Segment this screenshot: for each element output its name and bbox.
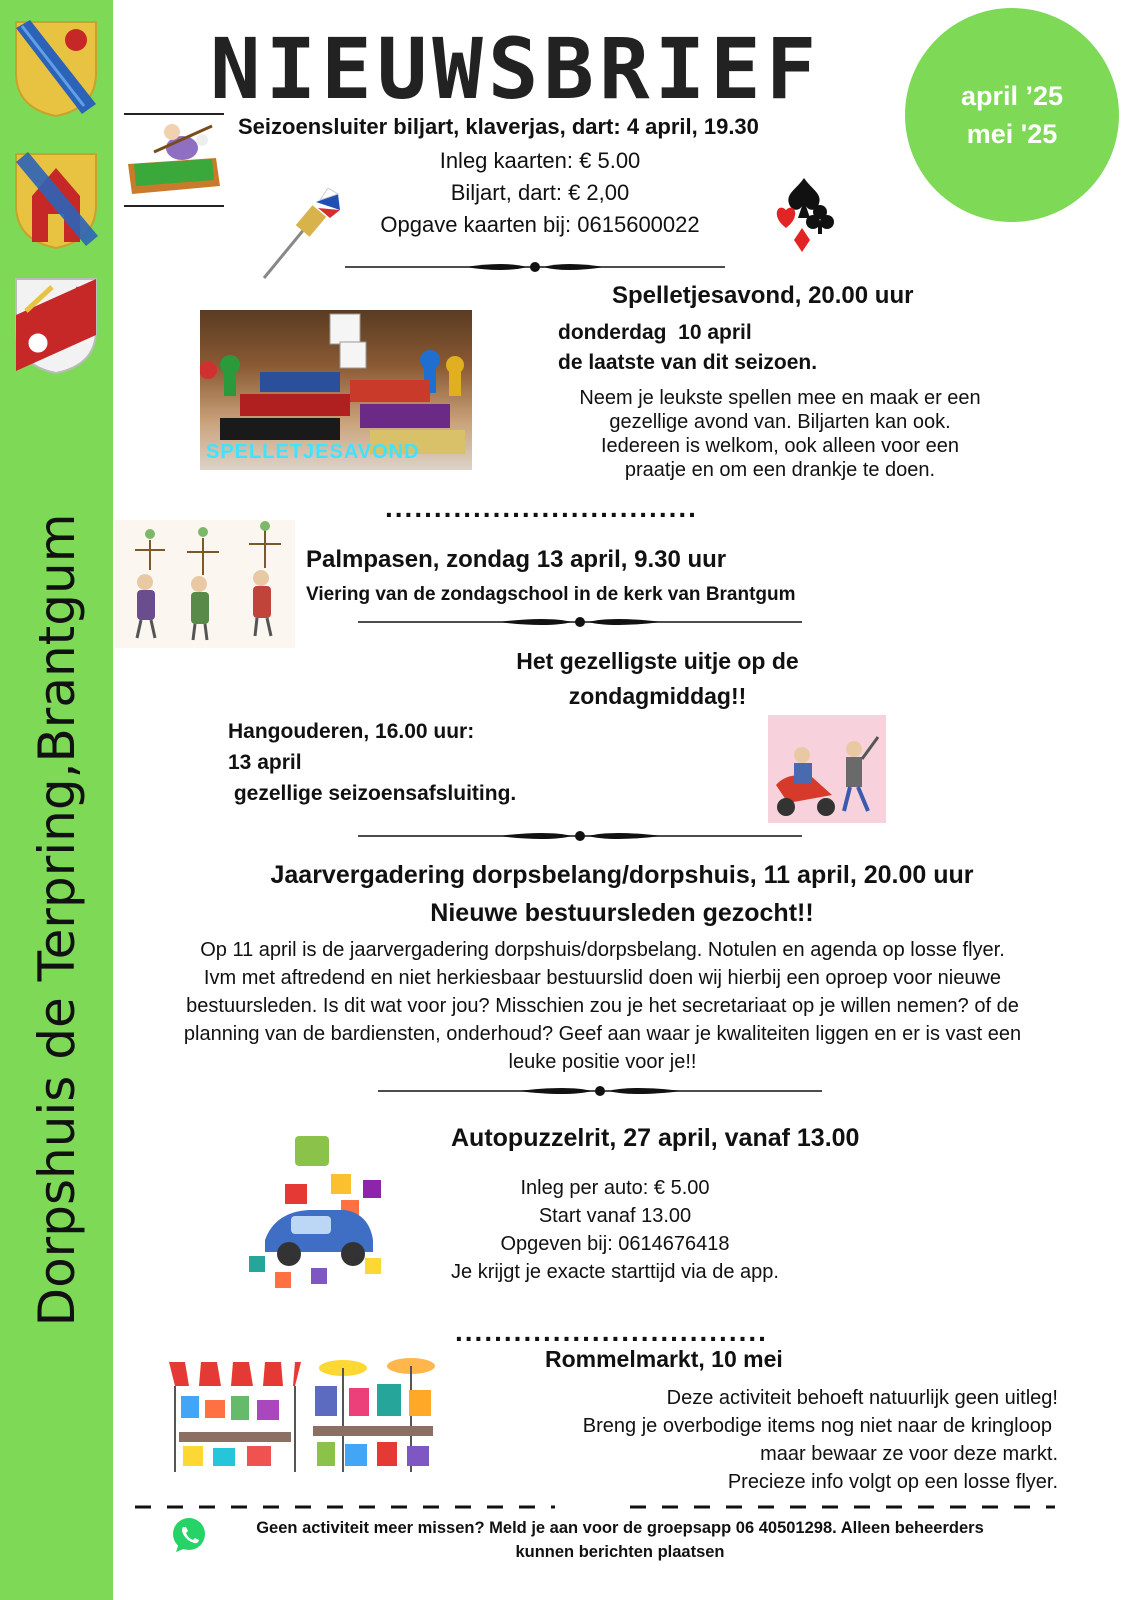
event1-heading: Seizoensluiter biljart, klaverjas, dart: 4 april, 19.30: [238, 114, 759, 139]
ornament-divider: [358, 613, 802, 631]
event5-heading-1: Jaarvergadering dorpsbelang/dorpshuis, 11 april, 20.00 uur: [270, 861, 974, 889]
badge-line-1: april ’25: [960, 81, 1064, 111]
ornament-divider: [358, 827, 802, 845]
event5-heading-2: Nieuwe bestuursleden gezocht!!: [430, 899, 814, 927]
event1-details: [320, 145, 760, 241]
scooter-cartoon: [768, 715, 886, 823]
footer-line-2: kunnen berichten plaatsen: [515, 1543, 725, 1561]
whatsapp-icon: [170, 1516, 208, 1554]
event6-line-3: Opgeven bij: 0614676418: [500, 1233, 730, 1255]
event3-subheading: Viering van de zondagschool in de kerk van Brantgum: [306, 584, 796, 605]
event2-sub-2: de laatste van dit seizoen.: [558, 351, 818, 374]
event4-details: [228, 716, 516, 809]
event5-p-3: bestuursleden. Is dit wat voor jou? Misschien zou je het secretariaat op je willen nemen? of de: [186, 995, 1019, 1017]
event2-p-3: Iedereen is welkom, ook alleen voor een: [601, 435, 959, 457]
event1-line-3: Opgave kaarten bij: 0615600022: [380, 212, 700, 237]
ornament-divider: [378, 1082, 822, 1100]
ornament-divider: [345, 258, 725, 276]
event6-line-4: Je krijgt je exacte starttijd via de app.: [451, 1261, 779, 1283]
dashed-divider: [135, 1500, 1055, 1514]
billiard-cartoon: [124, 112, 224, 208]
event5-p-2: Ivm met aftredend en niet herkiesbaar bestuurslid doen wij hierbij een oproep voor nieuwe: [203, 967, 1002, 989]
footer-notice: [215, 1516, 1025, 1564]
event6-line-1: Inleg per auto: € 5.00: [520, 1177, 710, 1199]
event4-heading-1: Het gezelligste uitje op de: [516, 648, 799, 674]
coat-of-arms-shield-3: [12, 275, 100, 375]
puzzle-car-illustration: [245, 1128, 390, 1293]
event5-heading: [113, 856, 1131, 932]
event5-p-1: Op 11 april is de jaarvergadering dorpshuis/dorpsbelang. Notulen en agenda op losse flyer.: [200, 939, 1005, 961]
dotted-divider: ................................: [455, 1316, 768, 1347]
event5-p-4: planning van de bardiensten, onderhoud? Geef aan waar je kwaliteiten liggen en er is vast een: [183, 1023, 1022, 1045]
dotted-divider: ................................: [385, 492, 698, 523]
board-games-photo: [200, 310, 472, 470]
coat-of-arms-shield-1: [12, 18, 100, 118]
games-image-caption: SPELLETJESAVOND: [206, 441, 420, 463]
market-stalls-illustration: [165, 1356, 440, 1484]
event7-line-2: Breng je overbodige items nog niet naar de kringloop: [582, 1415, 1052, 1437]
event1-line-1: Inleg kaarten: € 5.00: [439, 148, 641, 173]
event5-description: [140, 936, 1065, 1076]
event6-line-2: Start vanaf 13.00: [538, 1205, 692, 1227]
badge-line-2: mei '25: [966, 119, 1058, 149]
card-suits-icon: [772, 176, 838, 256]
event2-p-2: gezellige avond van. Biljarten kan ook.: [609, 411, 951, 433]
event7-heading: Rommelmarkt, 10 mei: [545, 1346, 783, 1372]
event2-subheading: [558, 318, 817, 378]
event7-line-1: Deze activiteit behoeft natuurlijk geen uitleg!: [666, 1387, 1058, 1409]
event7-line-3: maar bewaar ze voor deze markt.: [760, 1443, 1058, 1465]
newsletter-title: NIEUWSBRIEF: [210, 20, 822, 118]
event1-line-2: Biljart, dart: € 2,00: [450, 180, 630, 205]
event3-heading: Palmpasen, zondag 13 april, 9.30 uur: [306, 546, 727, 573]
event4-heading: [440, 644, 875, 714]
event4-line-3: gezellige seizoensafsluiting.: [228, 782, 517, 805]
dart-icon: [258, 188, 348, 283]
event7-details: [500, 1384, 1058, 1496]
event4-heading-2: zondagmiddag!!: [568, 683, 747, 709]
sidebar-label: Dorpshuis de Terpring,Brantgum: [28, 513, 86, 1327]
event5-p-5: leuke positie voor je!!: [508, 1051, 697, 1073]
event2-description: [545, 386, 1015, 482]
date-badge: [905, 8, 1119, 222]
event2-heading: Spelletjesavond, 20.00 uur: [612, 282, 914, 309]
palm-procession-illustration: [115, 520, 295, 648]
event6-heading: Autopuzzelrit, 27 april, vanaf 13.00: [451, 1124, 860, 1152]
event4-line-1: Hangouderen, 16.00 uur:: [228, 720, 475, 743]
event2-p-1: Neem je leukste spellen mee en maak er een: [579, 387, 981, 409]
coat-of-arms-shield-2: [12, 150, 100, 250]
event2-sub-1: donderdag 10 april: [558, 321, 752, 344]
event7-line-4: Precieze info volgt op een losse flyer.: [727, 1471, 1058, 1493]
event2-p-4: praatje en om een drankje te doen.: [624, 459, 936, 481]
event4-line-2: 13 april: [228, 751, 302, 774]
footer-line-1: Geen activiteit meer missen? Meld je aan voor de groepsapp 06 40501298. Alleen beheerders: [256, 1519, 984, 1537]
event6-details: [400, 1174, 830, 1286]
